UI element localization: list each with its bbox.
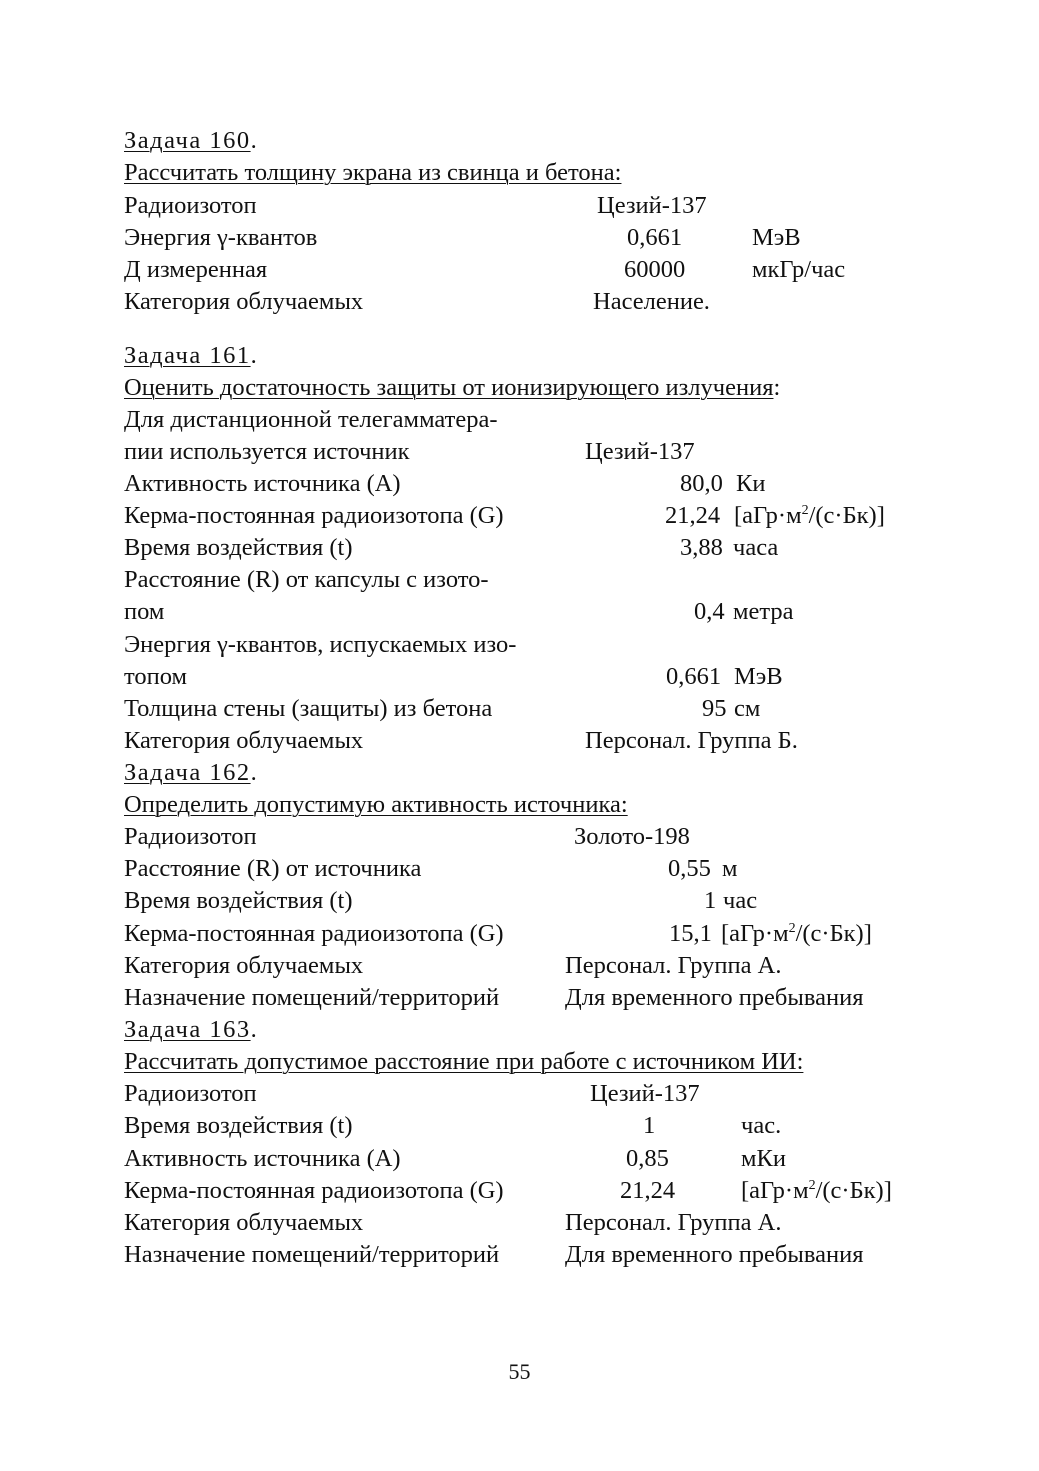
task-161-row-label: Для дистанционной телегамматера- — [124, 406, 498, 433]
task-161-row-value: 0,661 — [666, 663, 722, 690]
task-160-row-value: Цезий-137 — [597, 192, 707, 219]
task-161-row-value: 3,88 — [680, 534, 723, 561]
task-163-row-value: Для временного пребывания — [565, 1241, 864, 1268]
task-161-row-value: 95 — [702, 695, 727, 722]
page-number: 55 — [508, 1359, 531, 1384]
task-163-row-value: Персонал. Группа А. — [565, 1209, 782, 1236]
task-160-row-label: Категория облучаемых — [124, 288, 364, 315]
task-161-row-value: 80,0 — [680, 470, 723, 497]
task-161-row-label: Керма-постоянная радиоизотопа (G) — [124, 502, 504, 529]
task-160-instruction: Рассчитать толщину экрана из свинца и бетона: — [124, 159, 622, 186]
task-163-row-label: Радиоизотоп — [124, 1080, 257, 1107]
task-162-row-value: Золото-198 — [574, 823, 690, 850]
task-161-row-label: топом — [124, 663, 188, 690]
task-161-row-unit: см — [734, 695, 761, 722]
task-162-row-value: Для временного пребывания — [565, 984, 864, 1011]
task-163-row-label: Активность источника (А) — [124, 1145, 401, 1172]
task-161-row-value: Цезий-137 — [585, 438, 695, 465]
task-163-title: Задача 163. — [124, 1016, 259, 1043]
task-160-row-label: Радиоизотоп — [124, 192, 257, 219]
task-162-row-label: Расстояние (R) от источника — [124, 855, 422, 882]
task-163-row-unit: мКи — [741, 1145, 786, 1172]
task-163-row-value: 21,24 — [620, 1177, 676, 1204]
task-163-instruction: Рассчитать допустимое расстояние при работе с источником ИИ: — [124, 1048, 804, 1075]
task-161-row-unit: МэВ — [734, 663, 783, 690]
task-161-row-label: Энергия γ-квантов, испускаемых изо- — [124, 631, 517, 658]
task-160-row-unit: МэВ — [752, 224, 801, 251]
task-161-row-value: Персонал. Группа Б. — [585, 727, 798, 754]
task-163-row-label: Категория облучаемых — [124, 1209, 364, 1236]
task-161-row-label: Толщина стены (защиты) из бетона — [124, 695, 493, 722]
task-162-row-unit: $[аГр\cdot м^2/(с\cdot Бк)]$ — [721, 920, 872, 947]
task-161-row-label: Категория облучаемых — [124, 727, 364, 754]
task-162-row-value: 1 — [704, 887, 717, 914]
task-161-row-unit: Ки — [736, 470, 766, 497]
task-162-row-value: 15,1 — [669, 920, 712, 947]
task-161-row-label: Расстояние (R) от капсулы с изото- — [124, 566, 489, 593]
task-161-row-unit: $[аГр\cdot м^2/(с\cdot Бк)]$ — [734, 502, 885, 529]
task-160-row-value: Население. — [593, 288, 710, 315]
task-163-row-value: 0,85 — [626, 1145, 669, 1172]
task-163-row-label: Назначение помещений/территорий — [124, 1241, 500, 1268]
task-162-row-value: Персонал. Группа А. — [565, 952, 782, 979]
task-162-row-label: Категория облучаемых — [124, 952, 364, 979]
task-163-row-label: Время воздействия (t) — [124, 1112, 353, 1139]
task-161-title: Задача 161. — [124, 342, 259, 369]
task-162-row-label: Назначение помещений/территорий — [124, 984, 500, 1011]
task-161-row-unit: метра — [733, 598, 794, 625]
task-160-title: Задача 160. — [124, 127, 259, 154]
task-160-row-value: 60000 — [624, 256, 686, 283]
task-163-row-value: 1 — [643, 1112, 656, 1139]
task-162-row-label: Радиоизотоп — [124, 823, 257, 850]
task-161-row-value: 0,4 — [694, 598, 725, 625]
task-162-title: Задача 162. — [124, 759, 259, 786]
task-163-row-value: Цезий-137 — [590, 1080, 700, 1107]
task-161-row-label: Активность источника (А) — [124, 470, 401, 497]
task-162-row-unit: час — [723, 887, 758, 914]
task-162-row-value: 0,55 — [668, 855, 711, 882]
task-163-row-label: Керма-постоянная радиоизотопа (G) — [124, 1177, 504, 1204]
task-161-row-label: пии используется источник — [124, 438, 410, 465]
task-162-row-label: Время воздействия (t) — [124, 887, 353, 914]
task-163-row-unit: $[аГр\cdot м^2/(с\cdot Бк)]$ — [741, 1177, 892, 1204]
task-161-row-value: 21,24 — [665, 502, 721, 529]
task-161-instruction: Оценить достаточность защиты от ионизирующего излучения: — [124, 374, 781, 401]
task-160-row-label: Д измеренная — [124, 256, 268, 283]
task-161-row-label: Время воздействия (t) — [124, 534, 353, 561]
task-162-row-unit: м — [722, 855, 738, 882]
task-161-row-unit: часа — [733, 534, 779, 561]
task-162-row-label: Керма-постоянная радиоизотопа (G) — [124, 920, 504, 947]
task-163-row-unit: час. — [741, 1112, 782, 1139]
task-160-row-label: Энергия γ-квантов — [124, 224, 318, 251]
task-160-row-unit: мкГр/час — [752, 256, 846, 283]
task-160-row-value: 0,661 — [627, 224, 683, 251]
task-161-row-label: пом — [124, 598, 165, 625]
task-162-instruction: Определить допустимую активность источника: — [124, 791, 628, 818]
